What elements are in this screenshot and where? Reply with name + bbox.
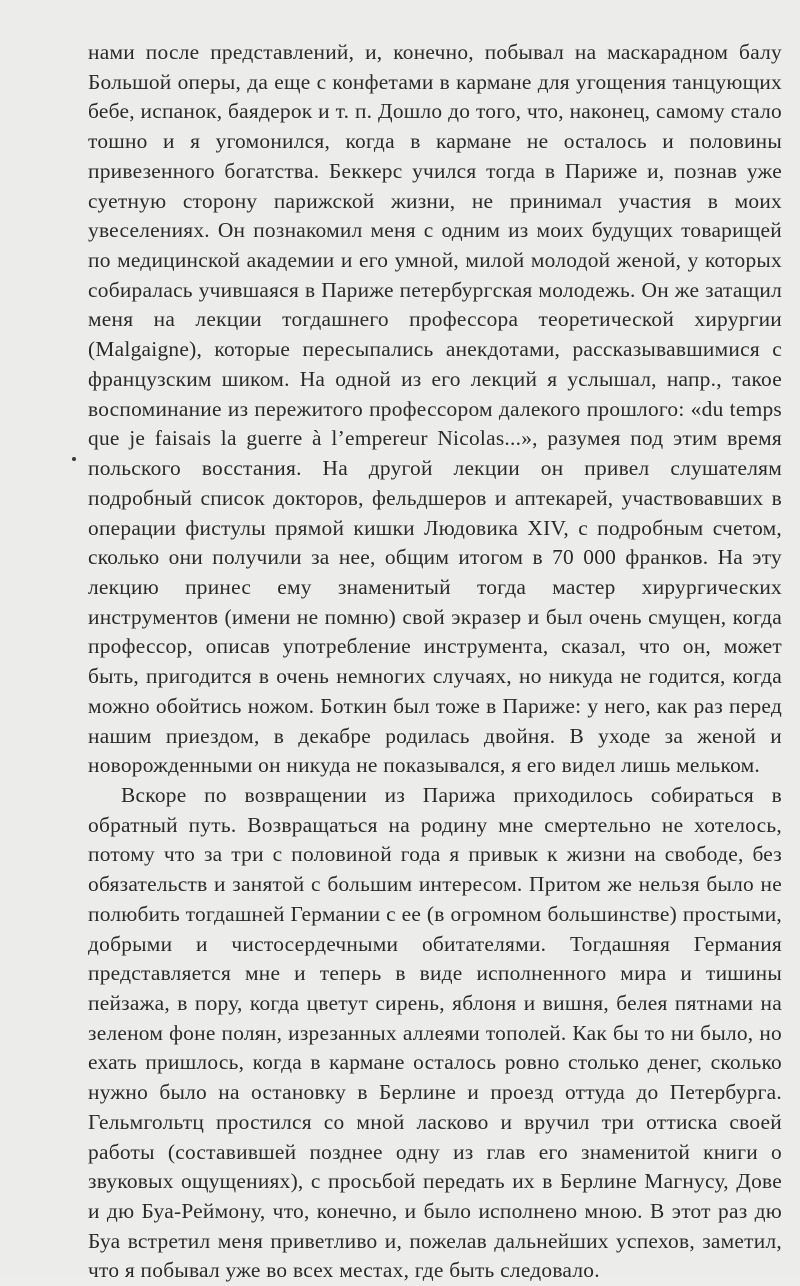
margin-dot-mark (72, 457, 76, 461)
paragraph-2: Вскоре по возвращении из Парижа приходилось собираться в обратный путь. Возвращаться на родину мне смертельно не хотелось, потому что за три с половиной года я привык к жизни на свободе, без обязательств и занятой с большим интересом. Притом же нельзя было не полюбить тогдашней Германии с ее (в огромном большинстве) простыми, добрыми и чистосердечными обитателями. Тогдашняя Германия представляется мне и теперь в виде исполненного мира и тишины пейзажа, в пору, когда цветут сирень, яблоня и вишня, белея пятнами на зеленом фоне полян, изрезанных аллеями тополей. Как бы то ни было, но ехать пришлось, когда в кармане осталось ровно столько денег, сколько нужно было на остановку в Берлине и проезд оттуда до Петербурга. Гельмгольтц простился со мной ласково и вручил три оттиска своей работы (составившей позднее одну из глав его знаменитой книги о звуковых ощущениях), с просьбой передать их в Берлине Магнусу, Дове и дю Буа-Реймону, что, конечно, и было исполнено мною. В этот раз дю Буа встретил меня приветливо и, пожелав дальнейших успехов, заметил, что я побывал уже во всех местах, где быть следовало. (88, 782, 782, 1283)
body-text (88, 38, 782, 1286)
paragraph-1: нами после представлений, и, конечно, побывал на маскарадном балу Большой оперы, да еще с конфетами в кармане для угощения танцующих бебе, испанок, баядерок и т. п. Дошло до того, что, наконец, самому стало тошно и я угомонился, когда в кармане не осталось и половины привезенного богатства. Беккерс учился тогда в Париже и, познав уже суетную сторону парижской жизни, не принимал участия в моих увеселениях. Он познакомил меня с одним из моих будущих товарищей по медицинской академии и его умной, милой молодой женой, у которых собиралась учившаяся в Париже петербургская молодежь. Он же затащил меня на лекции тогдашнего профессора теоретической хирургии (Malgaigne), которые пересыпались анекдотами, рассказывавшимися с французским шиком. На одной из его лекций я услышал, напр., такое воспоминание из пережитого профессором далекого прошлого: «du temps que je faisais la guerre à l’empereur Nicolas...», разумея под этим время польского восстания. На другой лекции он привел слушателям подробный список докторов, фельдшеров и аптекарей, участвовавших в операции фистулы прямой кишки Людовика XIV, с подробным счетом, сколько они получили за нее, общим итогом в 70 000 франков. На эту лекцию принес ему знаменитый тогда мастер хирургических инструментов (имени не помню) свой экразер и был очень смущен, когда профессор, описав употребление инструмента, сказал, что он, может быть, пригодится в очень немногих случаях, но никуда не годится, когда можно обойтись ножом. Боткин был тоже в Париже: у него, как раз перед нашим приездом, в декабре родилась двойня. В уходе за женой и новорожденными он никуда не показывался, я его видел лишь мельком. (88, 40, 782, 778)
